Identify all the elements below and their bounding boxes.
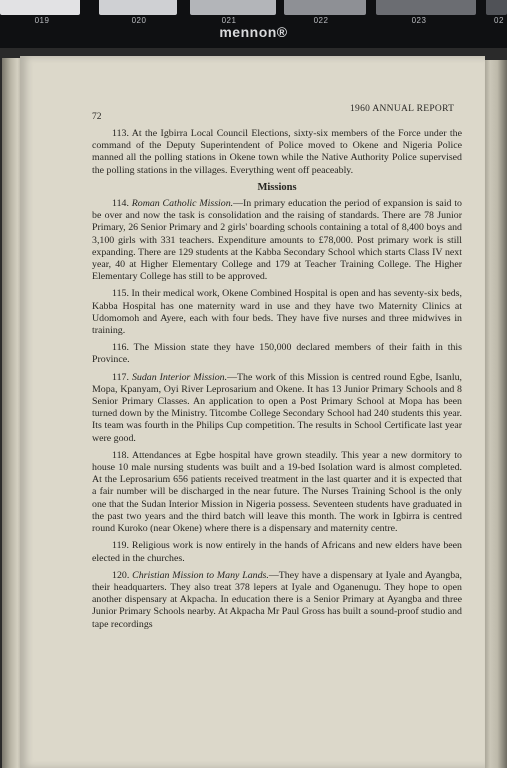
- paragraph: 116. The Mission state they have 150,000 declared members of their faith in this Province.: [92, 342, 462, 366]
- swatch-label: 023: [411, 16, 427, 25]
- paragraph: 113. At the Igbirra Local Council Elections, sixty-six members of the Force under the command of the Deputy Superintendent of Police moved to Okene and Nigeria Police manned all the polling stations in Okene town while the Native Authority Police supervised the polling stations in the villages. Everything went off peaceably.: [92, 128, 462, 176]
- scanner-brand-logo: mennon®: [219, 24, 288, 40]
- section-heading: Missions: [257, 181, 297, 193]
- gray-swatch: [376, 0, 476, 15]
- page-body: [92, 128, 462, 636]
- gray-swatch: [0, 0, 80, 15]
- paragraph: 117. Sudan Interior Mission.—The work of this Mission is centred round Egbe, Isanlu, Mopa, Kpanyam, Oyi River Leprosarium and Okene. It has 13 Junior Primary Schools and 8 Senior Primary Classes. An application to open a Post Primary School at Mopa has been turned down by the Ministry. Titcombe College Secondary School had 240 students this year. Its team was fourth in the Philips Cup competition. The results in School Certificate last year were good.: [92, 371, 463, 444]
- swatch-label: 019: [34, 16, 50, 25]
- paragraph: 114. Roman Catholic Mission.—In primary education the period of expansion is said to be over and now the task is consolidation and the raising of standards. There are 78 Junior Primary, 26 Senior Primary and 2 girls' boarding schools containing a total of 8,400 boys and 3,100 girls with 331 teachers. Expenditure amounts to £78,000. Post primary work is still expanding. There are 129 students at the Kabba Secondary School which starts Class IV next year, 40 at Higher Elementary College and 179 at Teacher Training College. The Higher Elementary College has still to be approved.: [92, 198, 462, 283]
- paragraph: 119. Religious work is now entirely in the hands of Africans and new elders have been elected in the churches.: [92, 540, 462, 564]
- page-number: 72: [92, 112, 102, 122]
- gray-swatch: [486, 0, 507, 15]
- scanner-calibration-strip: [0, 0, 507, 50]
- paragraph: 115. In their medical work, Okene Combined Hospital is open and has seventy-six beds, Kabba Hospital has one maternity ward in use and they have two Maternity Clinics at Udomomoh and Ayere, each with four beds. They have five nurses and three midwives in training.: [92, 288, 462, 337]
- swatch-label: 021: [221, 16, 237, 25]
- running-head: 1960 ANNUAL REPORT: [350, 104, 455, 114]
- swatch-label: 020: [131, 16, 147, 25]
- gray-swatch: [99, 0, 177, 15]
- paragraph: 120. Christian Mission to Many Lands.—They have a dispensary at Iyale and Ayangba, their headquarters. They also treat 378 lepers at Iyale and Oganenugu. They hope to open another dispensary at Akpacha. In education there is a Senior Primary at Ayangba and three Junior Primary Schools nearby. At Akpacha Mr Paul Gross has built a sound-proof studio and tape recordings: [92, 569, 462, 630]
- swatch-label: 022: [313, 16, 329, 25]
- gray-swatch: [190, 0, 276, 15]
- gray-swatch: [284, 0, 366, 15]
- swatch-label: 02: [494, 16, 504, 25]
- paragraph: 118. Attendances at Egbe hospital have grown steadily. This year a new dormitory to house 10 male nursing students was built and a 19-bed Isolation ward is almost completed. At the Leprosarium 656 patients received treatment in the last quarter and it is expected that a fair number will be discharged in the near future. The Nurses Training School is the only one that the Sudan Interior Mission in Nigeria possess. Seventeen students have graduated in the past two years and the third batch will leave this month. The work in Igbirra is centred round Kuroko (near Okene) where there is a dispensary and maternity centre.: [92, 449, 462, 535]
- right-page-stack: [483, 60, 507, 768]
